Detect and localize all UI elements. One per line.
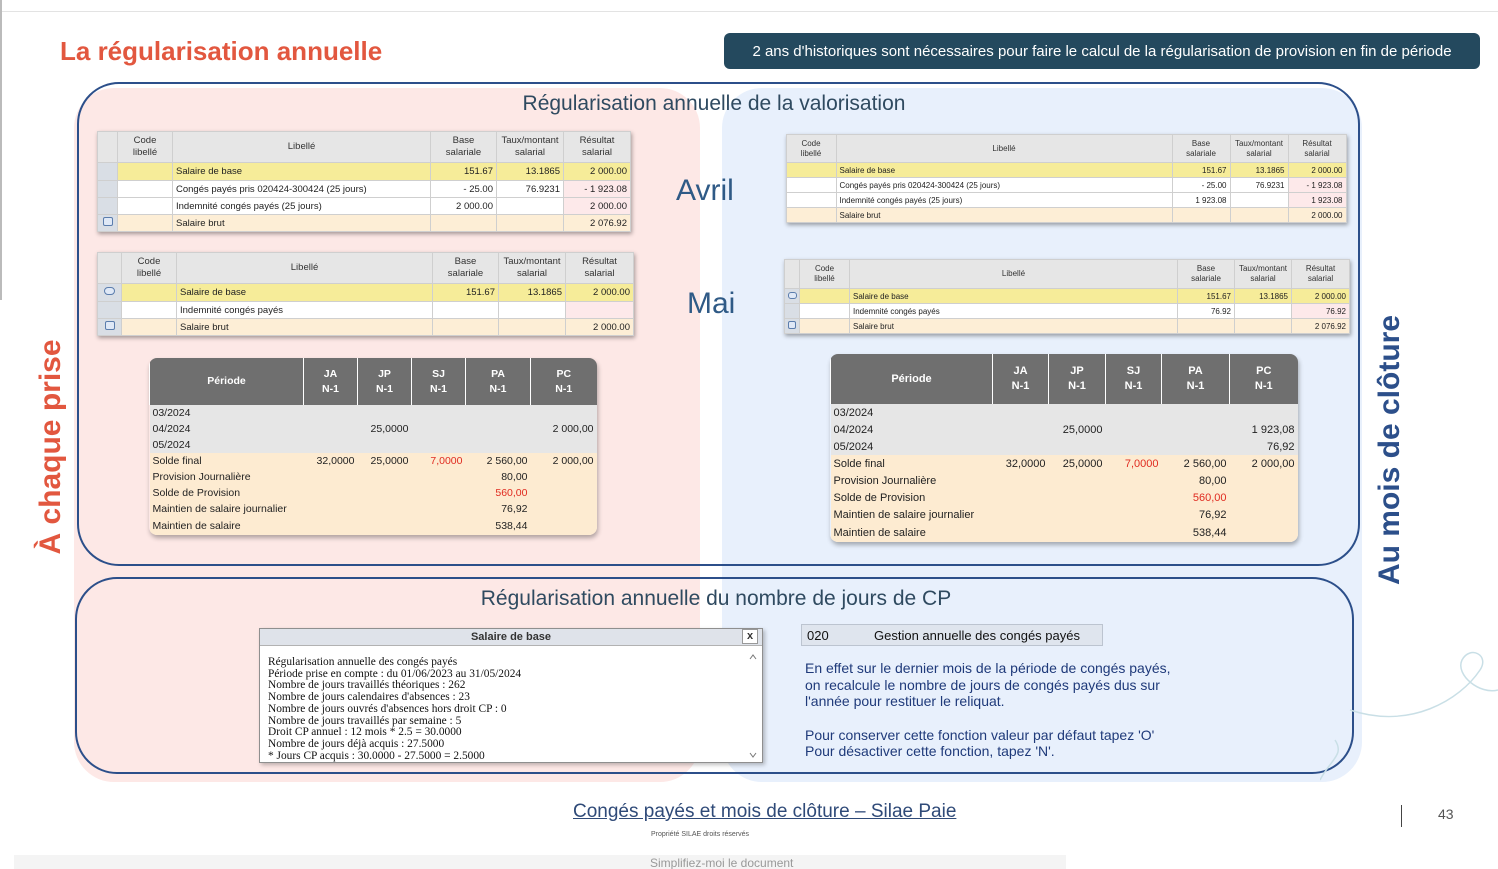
dialog-title-bar <box>260 629 762 646</box>
setting-row[interactable] <box>801 624 1103 646</box>
row-rate: 13.1865 <box>499 284 566 302</box>
pa-header: PA N-1 <box>466 358 531 405</box>
dialog-title: Salaire de base <box>470 631 552 643</box>
row-rate <box>497 215 564 232</box>
code-header: Code libellé <box>118 132 173 163</box>
valuation-section-title: Régularisation annuelle de la valorisation <box>522 92 906 115</box>
setting-explanation <box>805 660 1185 760</box>
table-row: 03/2024 <box>831 404 1298 421</box>
each-take-label: À chaque prise <box>34 339 67 555</box>
collapse-icon[interactable] <box>105 321 115 330</box>
row-label: Congés payés pris 020424-300424 (25 jours) <box>836 178 1172 193</box>
row-label: Salaire brut <box>836 208 1172 223</box>
row-result: 2 000.00 <box>1288 208 1346 223</box>
row-rate: 76.9231 <box>497 181 564 198</box>
row-base: 2 000.00 <box>431 198 497 215</box>
base-header: Base salariale <box>433 253 499 284</box>
table-row[interactable] <box>98 163 631 181</box>
row-result: 76.92 <box>1292 304 1350 319</box>
base-header: Base salariale <box>431 132 497 163</box>
jp-header: JP N-1 <box>1049 354 1106 404</box>
row-label: Salaire de base <box>177 284 433 302</box>
table-row: Solde final 32,0000 25,0000 7,0000 2 560,00 2 000,00 <box>831 455 1298 472</box>
row-rate <box>499 319 566 336</box>
table-row: Solde de Provision 560,00 <box>831 489 1298 506</box>
slide-title: La régularisation annuelle <box>60 36 383 66</box>
result-header: Résultat salarial <box>1292 260 1350 289</box>
footer-copyright: Propriété SILAE droits réservés <box>651 831 750 838</box>
left-period-table <box>149 358 597 535</box>
table-row: 03/2024 <box>150 405 597 421</box>
row-rate <box>497 198 564 215</box>
dialog-line: Nombre de jours calendaires d'absences : 23 <box>268 691 470 704</box>
pc-header: PC N-1 <box>1230 354 1298 404</box>
row-rate <box>499 302 566 319</box>
table-row[interactable] <box>98 319 634 336</box>
row-label: Salaire brut <box>850 319 1178 334</box>
row-result: 2 076.92 <box>1292 319 1350 334</box>
month-april-label: Avril <box>676 174 734 207</box>
row-label: Salaire de base <box>850 289 1178 304</box>
dialog-line: Nombre de jours travaillés théoriques : 262 <box>268 679 466 692</box>
scroll-up-icon[interactable] <box>750 655 756 659</box>
row-label: Indemnité congés payés (25 jours) <box>173 198 431 215</box>
month-may-label: Mai <box>687 287 736 320</box>
row-base <box>431 215 497 232</box>
code-header: Code libellé <box>122 253 177 284</box>
sj-header: SJ N-1 <box>1106 354 1162 404</box>
dialog-content <box>260 646 762 762</box>
top-rule <box>0 11 1498 12</box>
table-row: Maintien de salaire journalier 76,92 <box>831 506 1298 523</box>
table-row[interactable] <box>98 215 631 232</box>
row-base: - 25.00 <box>1172 178 1230 193</box>
history-note-badge: 2 ans d'historiques sont nécessaires pour faire le calcul de la régularisation de provision en fin de période <box>724 33 1480 69</box>
row-base: 76.92 <box>1178 304 1235 319</box>
dialog-line: Nombre de jours travaillés par semaine : 5 <box>268 714 462 727</box>
base-header: Base salariale <box>1172 135 1230 163</box>
left-april-payroll-table <box>97 131 631 232</box>
row-rate: 13.1865 <box>497 163 564 181</box>
table-row[interactable] <box>785 319 1350 334</box>
explanation-line: En effet sur le dernier mois de la période de congés payés, <box>805 660 1171 676</box>
jp-header: JP N-1 <box>358 358 412 405</box>
row-base <box>1178 319 1235 334</box>
table-row: 04/2024 25,0000 1 923,08 <box>831 421 1298 438</box>
sj-header: SJ N-1 <box>412 358 466 405</box>
row-rate <box>1230 208 1288 223</box>
table-row[interactable] <box>785 304 1350 319</box>
table-row[interactable] <box>786 208 1346 223</box>
regularisation-dialog <box>259 628 763 763</box>
label-header: Libellé <box>836 135 1172 163</box>
rate-header: Taux/montant salarial <box>1230 135 1288 163</box>
row-rate: 13.1865 <box>1230 163 1288 178</box>
collapse-icon[interactable] <box>788 321 796 329</box>
ja-header: JA N-1 <box>993 354 1049 404</box>
icon-column-header <box>785 260 800 289</box>
explanation-line: on recalcule le nombre de jours de congés payés dus sur <box>805 676 1160 693</box>
pa-header: PA N-1 <box>1162 354 1230 404</box>
code-header: Code libellé <box>786 135 836 163</box>
table-row[interactable] <box>786 163 1346 178</box>
table-row[interactable] <box>98 198 631 215</box>
scroll-down-icon[interactable] <box>750 753 756 757</box>
right-period-table <box>830 354 1298 542</box>
comment-icon[interactable] <box>788 292 797 299</box>
table-row: 05/2024 76,92 <box>831 438 1298 455</box>
row-base <box>433 319 499 336</box>
row-label: Indemnité congés payés (25 jours) <box>836 193 1172 208</box>
label-header: Libellé <box>173 132 431 163</box>
decorative-swirl-icon <box>1320 640 1498 790</box>
days-section-title: Régularisation annuelle du nombre de jours de CP <box>480 587 952 610</box>
base-header: Base salariale <box>1178 260 1235 289</box>
row-label: Congés payés pris 020424-300424 (25 jours) <box>173 181 431 198</box>
row-result: 2 000.00 <box>564 198 631 215</box>
row-base: - 25.00 <box>431 181 497 198</box>
row-base: 1 923.08 <box>1172 193 1230 208</box>
left-edge-rule <box>0 0 2 300</box>
row-result: 2 000.00 <box>566 319 634 336</box>
row-result: - 1 923.08 <box>564 181 631 198</box>
row-result: 2 076.92 <box>564 215 631 232</box>
setting-label: Gestion annuelle des congés payés <box>874 627 1080 643</box>
table-row: Solde final 32,0000 25,0000 7,0000 2 560,00 2 000,00 <box>150 453 597 469</box>
table-row[interactable] <box>98 181 631 198</box>
row-base: 151.67 <box>1178 289 1235 304</box>
icon-column-header <box>98 253 122 284</box>
row-base: 151.67 <box>431 163 497 181</box>
explanation-line: Pour désactiver cette fonction, tapez 'N'. <box>805 743 1055 759</box>
icon-column-header <box>98 132 118 163</box>
row-label: Salaire brut <box>177 319 433 336</box>
row-result: 2 000.00 <box>1292 289 1350 304</box>
dialog-line: Régularisation annuelle des congés payés <box>268 656 458 668</box>
code-header: Code libellé <box>800 260 850 289</box>
footer-separator <box>1401 805 1402 827</box>
row-result: - 1 923.08 <box>1288 178 1346 193</box>
close-button[interactable]: x <box>742 629 758 644</box>
row-base <box>433 302 499 319</box>
table-row: Maintien de salaire 538,44 <box>831 523 1298 542</box>
comment-icon[interactable] <box>104 287 115 295</box>
row-label: Indemnité congés payés <box>850 304 1178 319</box>
dialog-line: Droit CP annuel : 12 mois * 2.5 = 30.0000 <box>268 726 462 739</box>
row-label: Salaire de base <box>173 163 431 181</box>
row-base: 151.67 <box>433 284 499 302</box>
row-rate <box>1235 319 1292 334</box>
bottom-bar <box>14 855 1066 869</box>
table-row[interactable] <box>98 302 634 319</box>
table-row[interactable] <box>786 178 1346 193</box>
right-may-payroll-table <box>784 259 1350 334</box>
table-row[interactable] <box>785 289 1350 304</box>
result-header: Résultat salarial <box>566 253 634 284</box>
label-header: Libellé <box>850 260 1178 289</box>
row-label: Indemnité congés payés <box>177 302 433 319</box>
label-header: Libellé <box>177 253 433 284</box>
period-header: Période <box>831 354 993 404</box>
row-result: 2 000.00 <box>566 284 634 302</box>
left-may-payroll-table <box>97 252 634 336</box>
dialog-line: Nombre de jours déjà acquis : 27.5000 <box>268 737 445 750</box>
result-header: Résultat salarial <box>1288 135 1346 163</box>
table-row: Provision Journalière 80,00 <box>150 469 597 485</box>
table-row[interactable] <box>786 193 1346 208</box>
simplify-document-link[interactable]: Simplifiez-moi le document <box>650 856 794 869</box>
footer-title-link[interactable]: Congés payés et mois de clôture – Silae Paie <box>573 801 957 822</box>
rate-header: Taux/montant salarial <box>1235 260 1292 289</box>
row-base <box>1172 208 1230 223</box>
table-row: Maintien de salaire journalier 76,92 <box>150 501 597 517</box>
row-result: 2 000.00 <box>1288 163 1346 178</box>
table-row: Provision Journalière 80,00 <box>831 472 1298 489</box>
table-row: Solde de Provision 560,00 <box>150 485 597 501</box>
ja-header: JA N-1 <box>304 358 358 405</box>
dialog-line: * Jours CP acquis : 30.0000 - 27.5000 = 2.5000 <box>268 749 485 762</box>
row-result: 2 000.00 <box>564 163 631 181</box>
table-row: 04/2024 25,0000 2 000,00 <box>150 421 597 437</box>
explanation-line: l'année pour restituer le reliquat. <box>805 693 1005 709</box>
row-label: Salaire de base <box>836 163 1172 178</box>
dialog-line: Période prise en compte : du 01/06/2023 au 31/05/2024 <box>268 667 522 680</box>
dialog-scrollbar[interactable] <box>748 653 758 759</box>
row-rate: 13.1865 <box>1235 289 1292 304</box>
table-row: Maintien de salaire 538,44 <box>150 517 597 535</box>
pc-header: PC N-1 <box>531 358 597 405</box>
row-result <box>566 302 634 319</box>
row-label: Salaire brut <box>173 215 431 232</box>
row-result: 1 923.08 <box>1288 193 1346 208</box>
rate-header: Taux/montant salarial <box>497 132 564 163</box>
table-row[interactable] <box>98 284 634 302</box>
right-april-payroll-table <box>786 134 1347 223</box>
explanation-line: Pour conserver cette fonction valeur par défaut tapez 'O' <box>805 726 1155 743</box>
result-header: Résultat salarial <box>564 132 631 163</box>
page-number: 43 <box>1438 806 1454 822</box>
row-rate: 76.9231 <box>1230 178 1288 193</box>
table-row: 05/2024 <box>150 437 597 453</box>
dialog-line: Nombre de jours ouvrés d'absences hors droit CP : 0 <box>268 702 507 715</box>
period-header: Période <box>150 358 304 405</box>
rate-header: Taux/montant salarial <box>499 253 566 284</box>
row-rate <box>1230 193 1288 208</box>
row-base: 151.67 <box>1172 163 1230 178</box>
collapse-icon[interactable] <box>103 217 113 226</box>
closing-month-label: Au mois de clôture <box>1373 314 1406 586</box>
setting-code: 020 <box>807 627 829 643</box>
row-rate <box>1235 304 1292 319</box>
